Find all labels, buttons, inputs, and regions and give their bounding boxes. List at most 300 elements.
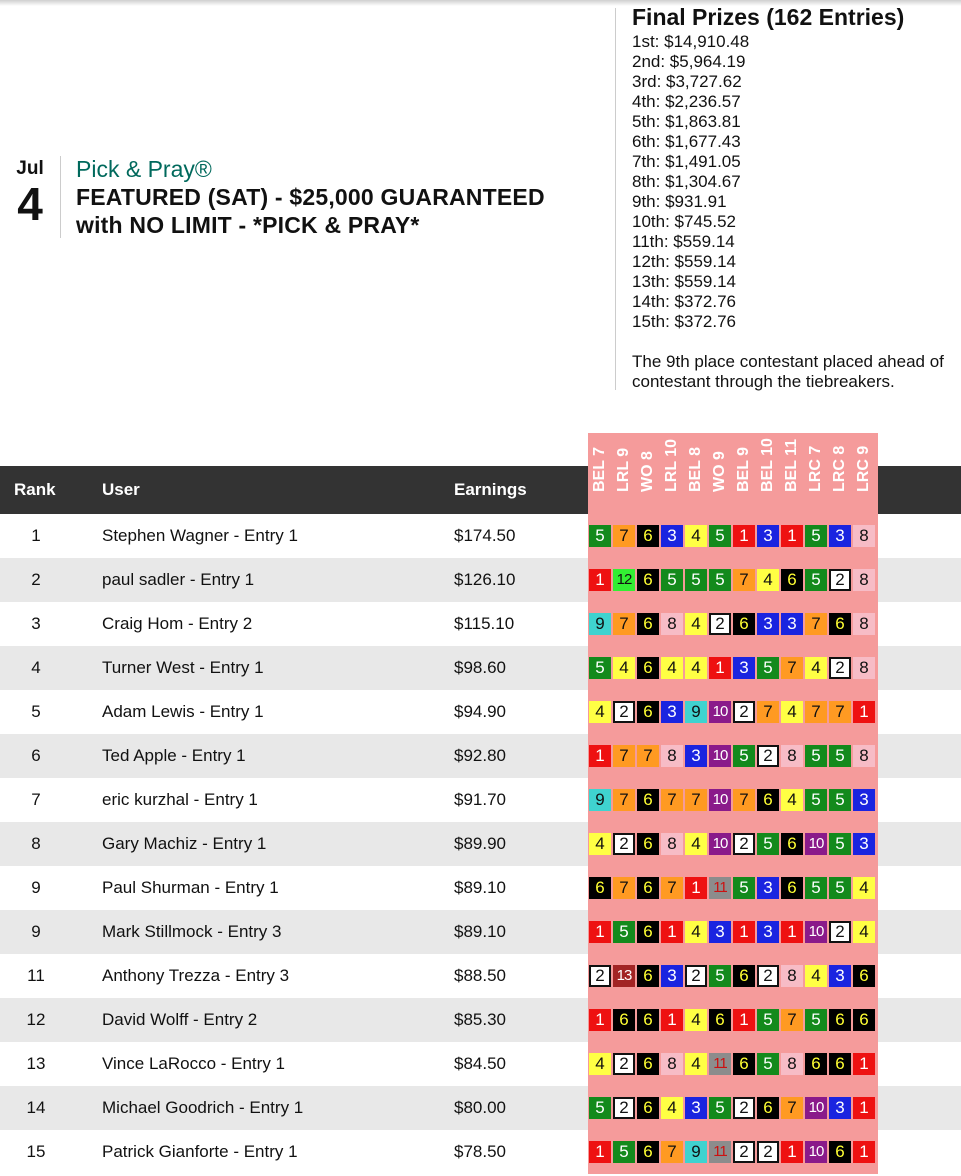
pick-number: 3 [661,965,683,987]
entry-earnings: $89.10 [454,922,506,941]
pick-number: 11 [709,1053,731,1075]
contest-day: 4 [17,178,43,230]
prize-item: 9th: $931.91 [632,192,727,211]
entry-rank: 14 [26,1098,46,1117]
pick-number: 1 [781,921,803,943]
pick-number: 2 [589,965,611,987]
pick-number: 5 [709,525,731,547]
pick-number: 5 [757,657,779,679]
pick-number: 3 [781,613,803,635]
pick-number: 4 [685,1009,707,1031]
prize-item: 5th: $1,863.81 [632,112,741,131]
table-row[interactable] [0,954,961,998]
pick-number: 5 [613,1141,635,1163]
pick-number: 6 [637,965,659,987]
pick-number: 6 [781,569,803,591]
pick-number: 5 [589,657,611,679]
entry-user[interactable]: Gary Machiz - Entry 1 [102,834,267,853]
contest-title-line1: FEATURED (SAT) - $25,000 GUARANTEED [76,184,545,210]
prize-item: 8th: $1,304.67 [632,172,741,191]
pick-number: 7 [829,701,851,723]
pick-number: 5 [805,1009,827,1031]
pick-number: 5 [661,569,683,591]
pick-number: 6 [805,1053,827,1075]
pick-number: 3 [829,965,851,987]
pick-number: 3 [685,745,707,767]
entry-rank: 5 [31,702,41,721]
race-header-label: BEL 10 [759,438,776,492]
pick-number: 6 [637,877,659,899]
pick-number: 5 [805,877,827,899]
pick-number: 3 [853,789,875,811]
pick-number: 6 [709,1009,731,1031]
table-row[interactable] [0,1086,961,1130]
contest-month: Jul [16,158,44,179]
pick-number: 2 [613,1053,635,1075]
pick-number: 8 [853,657,875,679]
prize-item: 15th: $372.76 [632,312,736,331]
pick-number: 6 [589,877,611,899]
entry-user[interactable]: Patrick Gianforte - Entry 1 [102,1142,298,1161]
prize-list [632,32,961,332]
pick-number: 3 [853,833,875,855]
race-header-label: BEL 7 [591,446,608,492]
race-header-label: LRC 7 [807,445,824,492]
entry-earnings: $98.60 [454,658,506,677]
pick-number: 6 [733,613,755,635]
pick-number: 6 [781,877,803,899]
race-column-headers [588,433,878,514]
pick-number: 7 [661,1141,683,1163]
pick-number: 12 [613,569,635,591]
pick-number: 9 [685,1141,707,1163]
pick-number: 5 [757,1053,779,1075]
pick-number: 5 [829,745,851,767]
table-row[interactable] [0,910,961,954]
entry-rank: 8 [31,834,41,853]
pick-number: 7 [613,525,635,547]
prize-item: 14th: $372.76 [632,292,736,311]
pick-number: 8 [853,613,875,635]
entry-earnings: $78.50 [454,1142,506,1161]
prize-item: 7th: $1,491.05 [632,152,741,171]
entry-user[interactable]: Paul Shurman - Entry 1 [102,878,279,897]
pick-number: 4 [805,965,827,987]
pick-number: 8 [853,525,875,547]
pick-number: 6 [733,1053,755,1075]
pick-number: 2 [733,1097,755,1119]
entry-rank: 12 [26,1010,46,1029]
entry-picks [588,646,878,690]
contest-title-line2: with NO LIMIT - *PICK & PRAY* [76,212,420,238]
race-header [756,434,780,510]
pick-number: 6 [733,965,755,987]
contest-info [76,155,596,239]
pick-number: 4 [613,657,635,679]
pick-number: 4 [685,833,707,855]
pick-number: 7 [613,789,635,811]
pick-number: 6 [637,657,659,679]
pick-number: 1 [709,657,731,679]
prize-item: 4th: $2,236.57 [632,92,741,111]
pick-number: 11 [709,1141,731,1163]
entry-picks [588,998,878,1042]
pick-number: 8 [853,745,875,767]
pick-number: 6 [637,613,659,635]
pick-number: 8 [781,965,803,987]
user-column-header[interactable]: User [102,480,140,499]
pick-number: 7 [613,613,635,635]
pick-number: 10 [805,1097,827,1119]
table-row[interactable] [0,690,961,734]
entry-picks [588,910,878,954]
pick-number: 4 [781,789,803,811]
pick-number: 5 [829,833,851,855]
pick-number: 5 [829,877,851,899]
prize-item: 6th: $1,677.43 [632,132,741,151]
pick-number: 7 [781,1097,803,1119]
pick-number: 6 [613,1009,635,1031]
entry-user[interactable]: Turner West - Entry 1 [102,658,264,677]
entry-earnings: $85.30 [454,1010,506,1029]
entry-earnings: $174.50 [454,526,516,545]
table-row[interactable] [0,1130,961,1174]
pick-number: 4 [661,657,683,679]
entry-earnings: $115.10 [454,614,515,633]
pick-number: 6 [637,701,659,723]
pick-number: 3 [757,613,779,635]
table-row[interactable] [0,514,961,558]
pick-number: 3 [733,657,755,679]
race-header [780,434,804,510]
pick-number: 2 [613,701,635,723]
pick-number: 9 [589,789,611,811]
pick-number: 1 [589,921,611,943]
prize-item: 10th: $745.52 [632,212,736,231]
pick-number: 6 [637,921,659,943]
pick-number: 6 [757,789,779,811]
table-row[interactable] [0,866,961,910]
pick-number: 6 [829,613,851,635]
pick-number: 6 [637,1097,659,1119]
pick-number: 13 [613,965,635,987]
pick-number: 4 [589,833,611,855]
pick-number: 5 [685,569,707,591]
pick-number: 6 [637,525,659,547]
race-header-label: BEL 8 [687,446,704,492]
entry-earnings: $126.10 [454,570,516,589]
tiebreaker-note-line1: The 9th place contestant placed ahead of [632,352,944,371]
prize-item: 1st: $14,910.48 [632,32,750,51]
pick-number: 6 [853,965,875,987]
pick-number: 2 [757,1141,779,1163]
pick-number: 4 [685,525,707,547]
pick-number: 4 [685,1053,707,1075]
table-row[interactable] [0,822,961,866]
pick-number: 2 [685,965,707,987]
table-row[interactable] [0,998,961,1042]
pick-number: 1 [781,1141,803,1163]
entry-rank: 6 [31,746,41,765]
prize-item: 11th: $559.14 [632,232,735,251]
pick-number: 5 [709,965,731,987]
table-row[interactable] [0,558,961,602]
pick-number: 2 [829,569,851,591]
pick-number: 6 [637,833,659,855]
entry-picks [588,1042,878,1086]
entry-user[interactable]: Stephen Wagner - Entry 1 [102,526,298,545]
entry-picks [588,690,878,734]
entry-user[interactable]: Adam Lewis - Entry 1 [102,702,264,721]
pick-number: 5 [613,921,635,943]
pick-number: 9 [589,613,611,635]
entry-user[interactable]: paul sadler - Entry 1 [102,570,255,589]
entry-user[interactable]: Anthony Trezza - Entry 3 [102,966,290,985]
entry-picks [588,778,878,822]
prize-item: 2nd: $5,964.19 [632,52,746,71]
entry-earnings: $91.70 [454,790,506,809]
prize-item: 3rd: $3,727.62 [632,72,742,91]
pick-number: 10 [709,833,731,855]
prizes-title: Final Prizes (162 Entries) [632,4,905,30]
entry-rank: 9 [31,878,41,897]
pick-number: 4 [589,1053,611,1075]
pick-number: 5 [709,1097,731,1119]
race-header-label: LRC 8 [831,445,848,492]
entry-picks [588,822,878,866]
pick-number: 10 [709,745,731,767]
pick-number: 7 [781,657,803,679]
pick-number: 4 [661,1097,683,1119]
pick-number: 5 [805,745,827,767]
pick-number: 5 [757,1009,779,1031]
entry-user[interactable]: Vince LaRocco - Entry 1 [102,1054,285,1073]
prizes-divider [615,8,616,390]
race-header-label: LRC 9 [855,445,872,492]
pick-number: 3 [757,525,779,547]
entry-picks [588,954,878,998]
pick-number: 7 [613,877,635,899]
prize-item: 12th: $559.14 [632,252,736,271]
pick-number: 8 [661,613,683,635]
entry-rank: 7 [31,790,41,809]
pick-number: 6 [637,789,659,811]
tiebreaker-note-line2: contestant through the tiebreakers. [632,372,895,391]
pick-number: 6 [637,1053,659,1075]
entry-picks [588,602,878,646]
pick-number: 1 [733,1009,755,1031]
table-row[interactable] [0,1042,961,1086]
pick-number: 6 [637,1009,659,1031]
pick-number: 3 [661,525,683,547]
pick-number: 4 [685,613,707,635]
race-header-label: LRL 10 [663,438,680,492]
pick-number: 1 [589,1009,611,1031]
pick-number: 1 [853,1053,875,1075]
pick-number: 9 [685,701,707,723]
pick-number: 6 [829,1141,851,1163]
entry-user[interactable]: Mark Stillmock - Entry 3 [102,922,282,941]
table-row[interactable] [0,602,961,646]
pick-number: 3 [661,701,683,723]
entry-picks [588,514,878,558]
race-header [588,434,612,510]
pick-number: 2 [613,833,635,855]
pick-number: 5 [805,569,827,591]
pick-number: 3 [709,921,731,943]
pick-number: 8 [661,833,683,855]
final-prizes-panel [632,4,961,392]
entry-rank: 9 [31,922,41,941]
entry-rank: 2 [31,570,41,589]
pick-number: 10 [805,921,827,943]
entry-rank: 15 [26,1142,46,1161]
pick-number: 7 [805,613,827,635]
pick-number: 1 [853,701,875,723]
pick-number: 1 [589,569,611,591]
pick-number: 2 [733,833,755,855]
earnings-column-header[interactable]: Earnings [454,480,527,499]
entry-user[interactable]: Ted Apple - Entry 1 [102,746,246,765]
entry-earnings: $80.00 [454,1098,506,1117]
pick-number: 8 [781,745,803,767]
pick-number: 6 [757,1097,779,1119]
entry-rank: 4 [31,658,41,677]
entry-rank: 1 [31,526,41,545]
pick-number: 5 [733,877,755,899]
pick-number: 10 [709,789,731,811]
pick-number: 1 [733,525,755,547]
race-header [828,434,852,510]
entry-user[interactable]: David Wolff - Entry 2 [102,1010,258,1029]
pick-number: 10 [805,833,827,855]
race-header-label: LRL 9 [615,447,632,492]
pick-number: 1 [733,921,755,943]
entry-earnings: $84.50 [454,1054,506,1073]
pick-number: 2 [733,1141,755,1163]
pick-number: 3 [757,921,779,943]
pick-number: 2 [829,921,851,943]
pick-number: 3 [829,1097,851,1119]
race-header [612,434,636,510]
pick-number: 1 [661,921,683,943]
table-row[interactable] [0,778,961,822]
pick-number: 5 [733,745,755,767]
pick-number: 11 [709,877,731,899]
race-header-label: BEL 11 [783,438,800,492]
pick-number: 5 [589,1097,611,1119]
pick-number: 4 [685,657,707,679]
pick-number: 6 [637,1141,659,1163]
table-row[interactable] [0,734,961,778]
pick-number: 4 [805,657,827,679]
tiebreaker-note [632,352,961,392]
pick-number: 5 [709,569,731,591]
pick-number: 6 [853,1009,875,1031]
pick-number: 1 [589,745,611,767]
rank-column-header[interactable]: Rank [14,480,56,499]
pick-number: 7 [637,745,659,767]
entry-picks [588,734,878,778]
table-row[interactable] [0,646,961,690]
pick-number: 7 [661,789,683,811]
entry-rank: 13 [26,1054,46,1073]
pick-number: 4 [781,701,803,723]
pick-number: 2 [757,745,779,767]
race-header-label: WO 9 [711,451,728,492]
pick-number: 1 [589,1141,611,1163]
entry-earnings: $89.10 [454,878,506,897]
prize-item: 13th: $559.14 [632,272,736,291]
race-header [660,434,684,510]
pick-number: 3 [829,525,851,547]
pick-number: 6 [781,833,803,855]
pick-number: 1 [853,1141,875,1163]
pick-number: 4 [589,701,611,723]
race-header [636,434,660,510]
pick-number: 8 [781,1053,803,1075]
entry-rank: 3 [31,614,41,633]
entry-picks [588,558,878,602]
pick-number: 1 [685,877,707,899]
pick-number: 6 [637,569,659,591]
pick-number: 6 [829,1053,851,1075]
race-header [684,434,708,510]
pick-number: 5 [589,525,611,547]
date-divider [60,156,61,238]
pick-number: 1 [661,1009,683,1031]
race-header-label: WO 8 [639,451,656,492]
entry-earnings: $94.90 [454,702,506,721]
entry-user[interactable]: Craig Hom - Entry 2 [102,614,253,633]
pick-number: 5 [805,789,827,811]
pick-number: 4 [757,569,779,591]
pick-number: 8 [661,1053,683,1075]
pick-number: 1 [853,1097,875,1119]
pick-number: 3 [757,877,779,899]
pick-number: 5 [757,833,779,855]
pick-number: 3 [685,1097,707,1119]
pick-number: 5 [829,789,851,811]
pick-number: 8 [661,745,683,767]
entry-earnings: $92.80 [454,746,506,765]
entry-earnings: $88.50 [454,966,506,985]
pick-number: 7 [757,701,779,723]
pick-number: 10 [709,701,731,723]
pick-number: 4 [853,921,875,943]
pick-number: 5 [805,525,827,547]
pick-number: 2 [829,657,851,679]
pick-number: 2 [709,613,731,635]
pick-number: 2 [613,1097,635,1119]
pick-number: 6 [829,1009,851,1031]
pick-number: 7 [613,745,635,767]
pick-number: 7 [733,569,755,591]
race-header [804,434,828,510]
pick-number: 7 [685,789,707,811]
race-header-label: BEL 9 [735,446,752,492]
pick-number: 1 [781,525,803,547]
pick-number: 7 [733,789,755,811]
entry-user[interactable]: eric kurzhal - Entry 1 [102,790,258,809]
pick-number: 7 [781,1009,803,1031]
entry-picks [588,866,878,910]
pick-number: 4 [685,921,707,943]
entry-user[interactable]: Michael Goodrich - Entry 1 [102,1098,304,1117]
contest-brand: Pick & Pray® [76,156,212,182]
race-header [852,434,876,510]
entry-rank: 11 [27,966,45,985]
